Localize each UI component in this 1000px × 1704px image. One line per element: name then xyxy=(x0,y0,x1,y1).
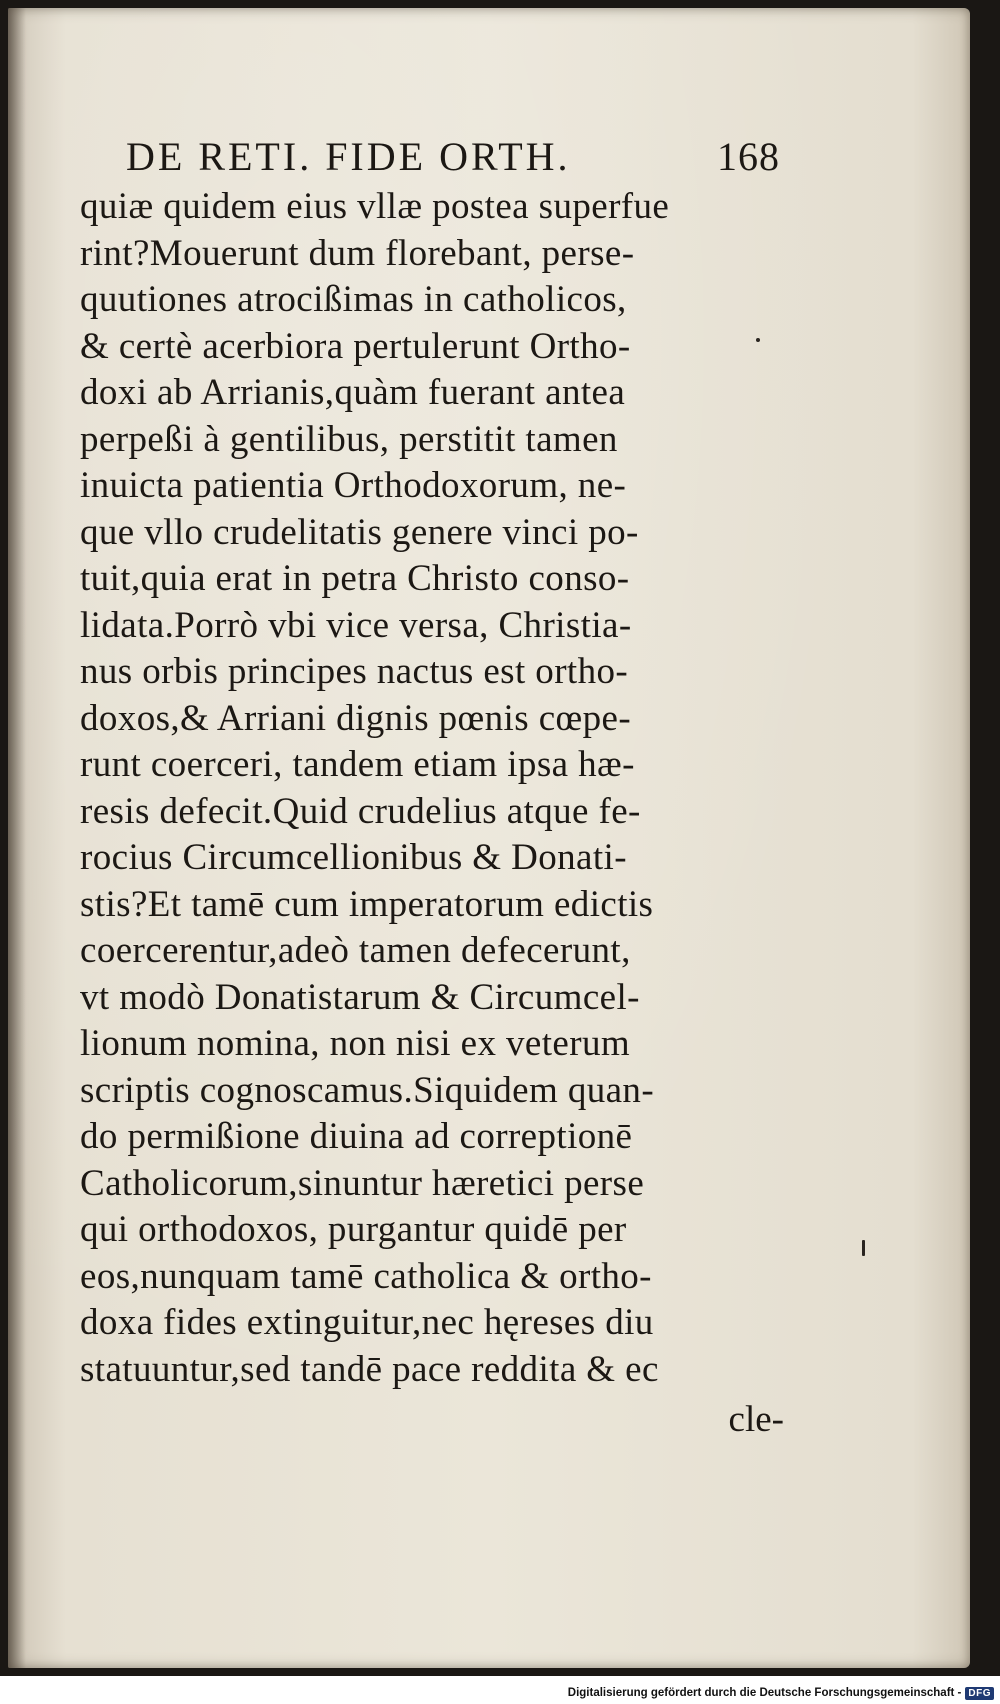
text-line: statuuntur,sed tandē pace reddita & ec xyxy=(80,1348,659,1390)
text-line: lionum nomina, non nisi ex veterum xyxy=(80,1023,631,1064)
text-line: scriptis cognoscamus.Siquidem quan- xyxy=(80,1069,655,1111)
text-line: inuicta patientia Orthodoxorum, ne- xyxy=(80,465,627,506)
gutter-shadow xyxy=(8,8,26,1668)
text-line: eos,nunquam tamē catholica & ortho- xyxy=(80,1255,652,1297)
text-line: tuit,quia erat in petra Christo conso- xyxy=(80,558,630,599)
text-line: quutiones atrocißimas in catholicos, xyxy=(80,279,627,320)
text-line: doxa fides extinguitur,nec hęreses diu xyxy=(80,1302,654,1343)
book-page xyxy=(8,8,970,1668)
text-line: coercerentur,adeò tamen defecerunt, xyxy=(80,930,631,971)
text-line: stis?Et tamē cum imperatorum edictis xyxy=(80,883,654,925)
text-line: qui orthodoxos, purgantur quidē per xyxy=(80,1209,627,1250)
text-line: lidata.Porrò vbi vice versa, Christia- xyxy=(80,604,632,646)
text-lines xyxy=(80,184,800,1393)
text-line: perpeßi à gentilibus, perstitit tamen xyxy=(80,418,618,460)
text-block xyxy=(80,130,800,1444)
digitization-credit xyxy=(568,1684,994,1702)
text-line: rint?Mouerunt dum florebant, perse- xyxy=(80,232,635,274)
text-line: doxos,& Arriani dignis pœnis cœpe- xyxy=(80,697,632,739)
text-line: do permißione diuina ad correptionē xyxy=(80,1116,633,1157)
catchword: cle- xyxy=(728,1399,784,1440)
text-line: Catholicorum,sinuntur hæretici perse xyxy=(80,1162,645,1204)
text-line: rocius Circumcellionibus & Donati- xyxy=(80,837,627,878)
ink-speck xyxy=(756,338,760,342)
text-line: runt coerceri, tandem etiam ipsa hæ- xyxy=(80,744,635,785)
dfg-logo: DFG xyxy=(965,1687,994,1700)
page-number: 168 xyxy=(717,134,780,179)
text-line: que vllo crudelitatis genere vinci po- xyxy=(80,511,639,553)
text-line: vt modò Donatistarum & Circumcel- xyxy=(80,976,640,1018)
ink-mark xyxy=(862,1240,865,1256)
text-line: nus orbis principes nactus est ortho- xyxy=(80,651,629,692)
text-line: quiæ quidem eius vllæ postea superfue xyxy=(80,186,670,227)
running-head-title: DE RETI. FIDE ORTH. xyxy=(126,134,571,179)
running-head xyxy=(80,130,800,184)
text-line: & certè acerbiora pertulerunt Ortho- xyxy=(80,325,631,367)
text-line: resis defecit.Quid crudelius atque fe- xyxy=(80,790,641,832)
credit-text: Digitalisierung gefördert durch die Deutsche Forschungsgemeinschaft - xyxy=(567,1687,962,1699)
text-line: doxi ab Arrianis,quàm fuerant antea xyxy=(80,372,626,413)
